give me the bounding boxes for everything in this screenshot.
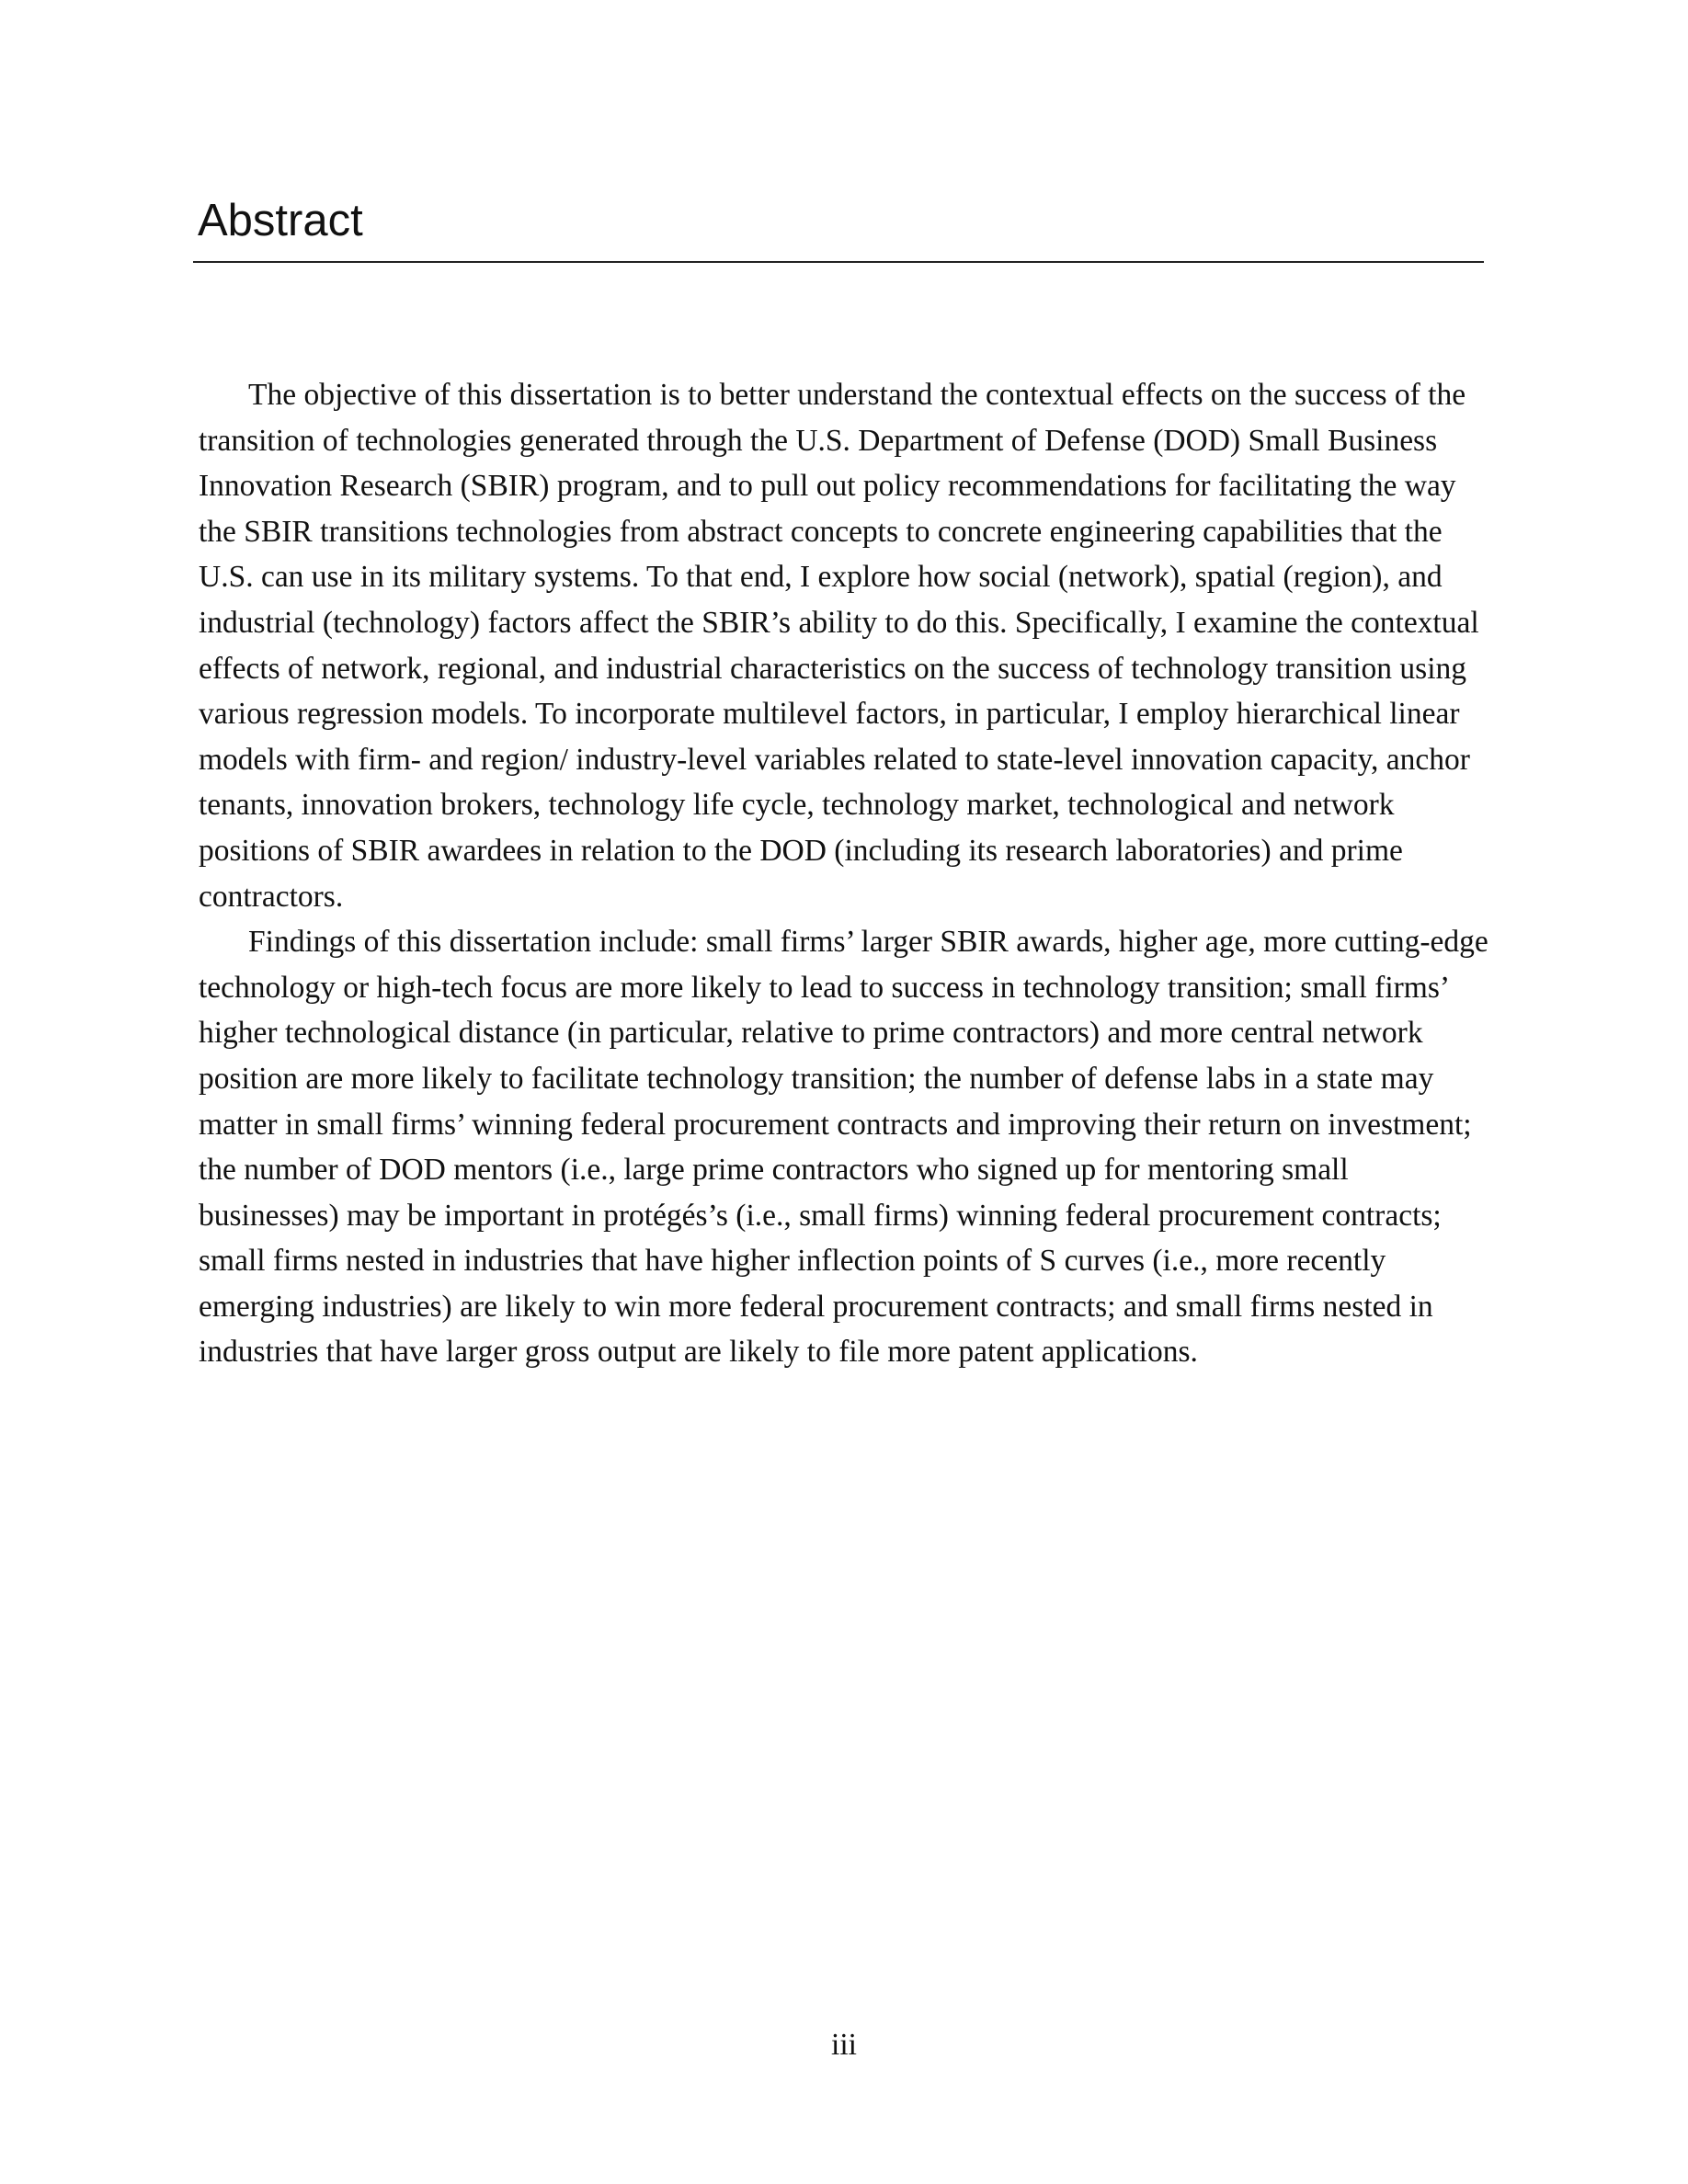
page-number: iii bbox=[831, 2028, 857, 2062]
section-heading: Abstract bbox=[198, 196, 363, 245]
abstract-body bbox=[199, 372, 1495, 1375]
abstract-paragraph-findings: Findings of this dissertation include: small firms’ larger SBIR awards, higher age, more cutting-edge technology or high-tech focus are more likely to lead to success in technology transition; small firms’ higher technological distance (in particular, relative to prime contractors) and more central network position are more likely to facilitate technology transition; the number of defense labs in a state may matter in small firms’ winning federal procurement contracts and improving their return on investment; the number of DOD mentors (i.e., large prime contractors who signed up for mentoring small businesses) may be important in protégés’s (i.e., small firms) winning federal procurement contracts; small firms nested in industries that have higher inflection points of S curves (i.e., more recently emerging industries) are likely to win more federal procurement contracts; and small firms nested in industries that have larger gross output are likely to file more patent applications. bbox=[199, 925, 1488, 1370]
abstract-paragraph-objective: The objective of this dissertation is to better understand the contextual effects on the success of the transition of technologies generated through the U.S. Department of Defense (DOD) Small Business Innovation Research (SBIR) program, and to pull out policy recommendations for facilitating the way the SBIR transitions technologies from abstract concepts to concrete engineering capabilities that the U.S. can use in its military systems. To that end, I explore how social (network), spatial (region), and industrial (technology) factors affect the SBIR’s ability to do this. Specifically, I examine the contextual effects of network, regional, and industrial characteristics on the success of technology transition using various regression models. To incorporate multilevel factors, in particular, I employ hierarchical linear models with firm- and region/ industry-level variables related to state-level innovation capacity, anchor tenants, innovation brokers, technology life cycle, technology market, technological and network positions of SBIR awardees in relation to the DOD (including its research laboratories) and prime contractors. bbox=[199, 378, 1479, 914]
heading-divider bbox=[193, 261, 1484, 263]
